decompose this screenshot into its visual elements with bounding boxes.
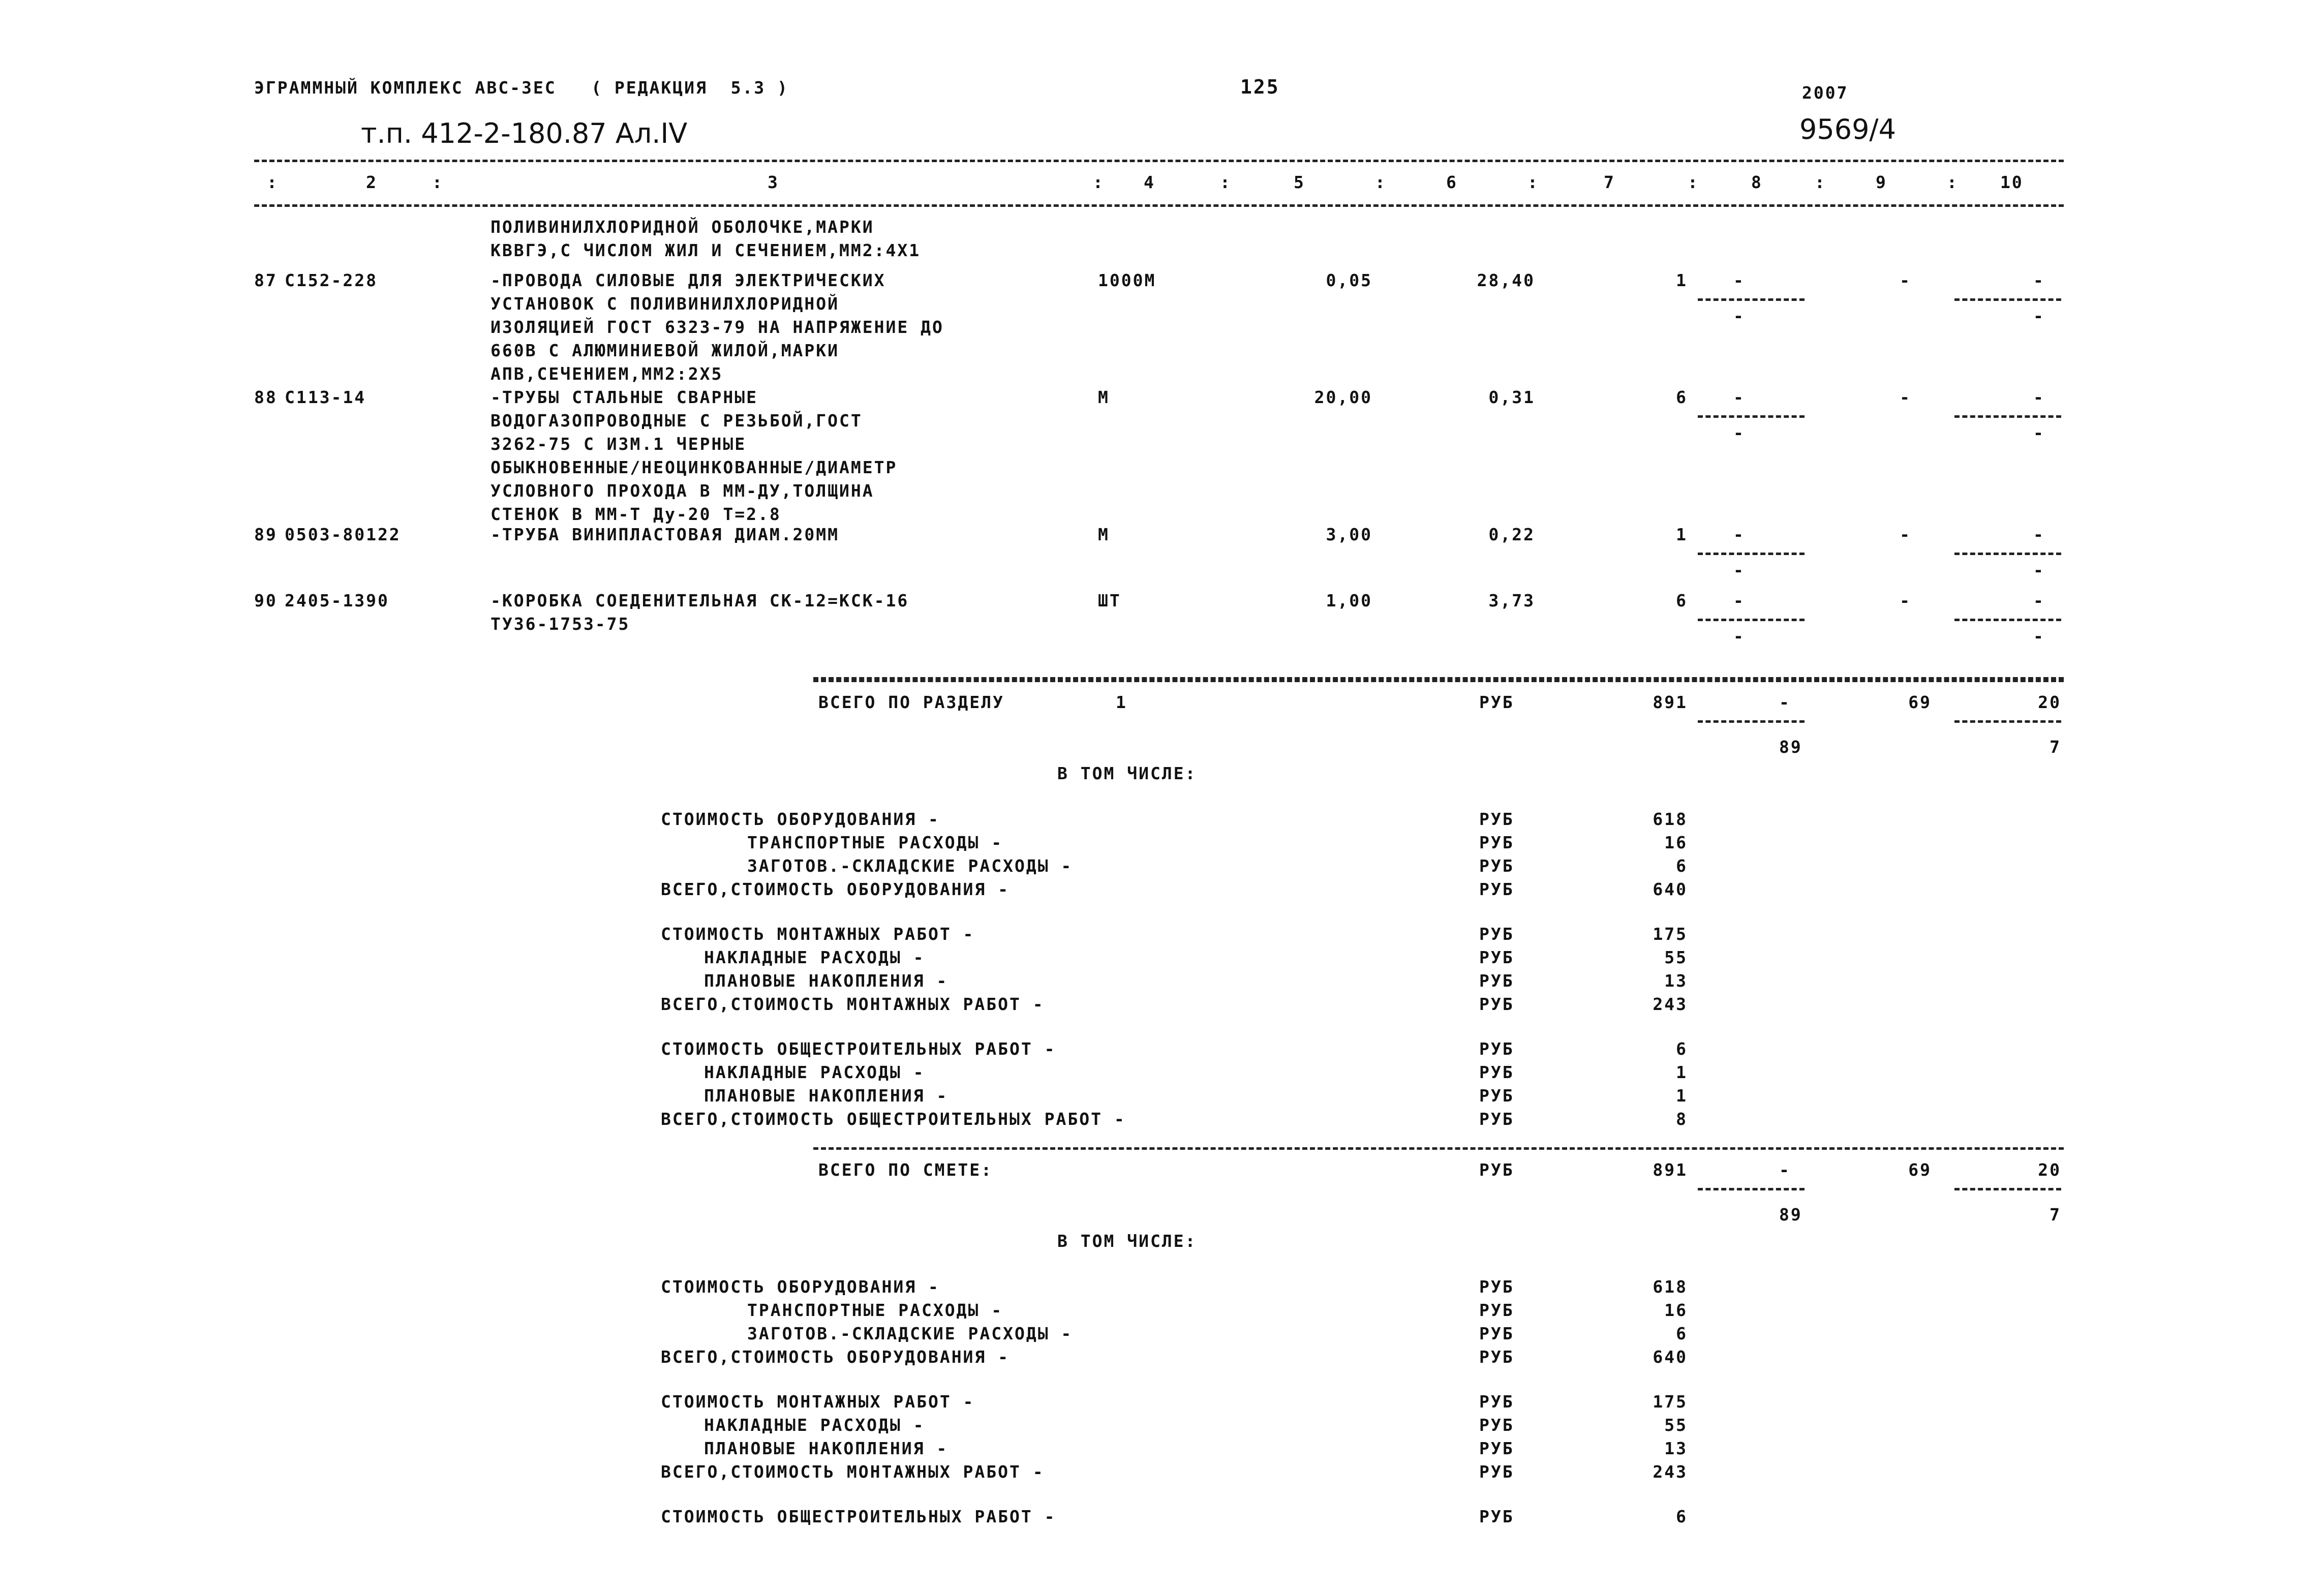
estimate-breakdown-unit: РУБ — [1479, 1439, 1514, 1458]
section-breakdown-value: 8 — [1676, 1109, 1688, 1129]
section-breakdown-unit: РУБ — [1479, 1039, 1514, 1059]
item-col10-bottom: - — [2033, 306, 2045, 326]
item-col10-divider — [1954, 619, 2061, 621]
item-col8-bottom: - — [1733, 306, 1745, 326]
column-header-6: : — [1220, 172, 1232, 192]
page-number: 125 — [1240, 76, 1280, 98]
item-description-line: УСТАНОВОК С ПОЛИВИНИЛХЛОРИДНОЙ — [491, 294, 840, 314]
item-unit: М — [1098, 525, 1110, 544]
section-breakdown-label: СТОИМОСТЬ ОБОРУДОВАНИЯ - — [661, 809, 940, 829]
item-description-line: УСЛОВНОГО ПРОХОДА В ММ-ДУ,ТОЛЩИНА — [491, 481, 874, 501]
column-header-13: 8 — [1751, 172, 1763, 192]
section-breakdown-label: ПЛАНОВЫЕ НАКОПЛЕНИЯ - — [704, 1086, 949, 1106]
section-total-rule — [813, 680, 2064, 682]
item-col10-top: - — [2033, 525, 2045, 544]
estimate-total-col7: 891 — [1653, 1160, 1688, 1180]
estimate-breakdown-label: ВСЕГО,СТОИМОСТЬ МОНТАЖНЫХ РАБОТ - — [661, 1462, 1045, 1482]
item-description-line: СТЕНОК В ММ-Т Ду-20 Т=2.8 — [491, 504, 781, 524]
section-breakdown-label: ТРАНСПОРТНЫЕ РАСХОДЫ - — [747, 833, 1003, 852]
item-quantity: 20,00 — [1314, 387, 1372, 407]
column-header-5: 4 — [1144, 172, 1155, 192]
estimate-total-col8-bottom: 89 — [1779, 1205, 1802, 1225]
column-header-12: : — [1688, 172, 1699, 192]
item-code: С152-228 — [285, 270, 378, 290]
section-total-col8-divider — [1698, 720, 1805, 723]
estimate-breakdown-unit: РУБ — [1479, 1462, 1514, 1482]
item-code: 0503-80122 — [285, 525, 401, 544]
column-header-7: 5 — [1294, 172, 1305, 192]
item-col8-bottom: - — [1733, 423, 1745, 443]
item-description-line: ИЗОЛЯЦИЕЙ ГОСТ 6323-79 НА НАПРЯЖЕНИЕ ДО — [491, 317, 944, 337]
estimate-total-col10-top: 20 — [2038, 1160, 2061, 1180]
item-code: 2405-1390 — [285, 591, 389, 610]
section-breakdown-unit: РУБ — [1479, 994, 1514, 1014]
item-col7: 6 — [1676, 591, 1688, 610]
section-breakdown-value: 55 — [1664, 947, 1688, 967]
estimate-breakdown-unit: РУБ — [1479, 1347, 1514, 1367]
item-description-line: -ПРОВОДА СИЛОВЫЕ ДЛЯ ЭЛЕКТРИЧЕСКИХ — [491, 270, 886, 290]
item-col8-divider — [1698, 298, 1805, 301]
column-header-9: 6 — [1446, 172, 1458, 192]
section-breakdown-label: ВСЕГО,СТОИМОСТЬ ОБЩЕСТРОИТЕЛЬНЫХ РАБОТ - — [661, 1109, 1126, 1129]
item-col9: - — [1900, 525, 1911, 544]
section-total-col8-bottom: 89 — [1779, 737, 1802, 757]
item-col9: - — [1900, 591, 1911, 610]
estimate-total-col9: 69 — [1908, 1160, 1932, 1180]
section-breakdown-value: 243 — [1653, 994, 1688, 1014]
section-breakdown-label: ВСЕГО,СТОИМОСТЬ МОНТАЖНЫХ РАБОТ - — [661, 994, 1045, 1014]
program-header: ЭГРАММНЫЙ КОМПЛЕКС АВС-ЗЕС ( РЕДАКЦИЯ 5.3 ) — [254, 78, 789, 98]
estimate-breakdown-label: СТОИМОСТЬ МОНТАЖНЫХ РАБОТ - — [661, 1392, 975, 1412]
section-breakdown-value: 16 — [1664, 833, 1688, 852]
column-header-3: 3 — [768, 172, 779, 192]
estimate-total-col10-bottom: 7 — [2050, 1205, 2061, 1225]
item-col10-bottom: - — [2033, 560, 2045, 580]
item-code: С113-14 — [285, 387, 366, 407]
item-description-line: ВОДОГАЗОПРОВОДНЫЕ С РЕЗЬБОЙ,ГОСТ — [491, 411, 863, 431]
estimate-total-rule — [813, 1147, 2064, 1150]
item-col10-top: - — [2033, 270, 2045, 290]
item-description-line: -КОРОБКА СОЕДЕНИТЕЛЬНАЯ СК-12=КСК-16 — [491, 591, 909, 610]
item-col8-divider — [1698, 619, 1805, 621]
item-unit-price: 0,22 — [1488, 525, 1535, 544]
item-quantity: 3,00 — [1326, 525, 1372, 544]
section-total-col10-bottom: 7 — [2050, 737, 2061, 757]
section-breakdown-value: 13 — [1664, 971, 1688, 991]
estimate-total-label: ВСЕГО ПО СМЕТЕ: — [818, 1160, 993, 1180]
estimate-incl-label: В ТОМ ЧИСЛЕ: — [1057, 1231, 1197, 1251]
item-col8-top: - — [1733, 270, 1745, 290]
item-unit-price: 3,73 — [1488, 591, 1535, 610]
section-breakdown-value: 6 — [1676, 1039, 1688, 1059]
column-header-1: 2 — [366, 172, 378, 192]
item-unit: ШТ — [1098, 591, 1121, 610]
section-total-col7: 891 — [1653, 692, 1688, 712]
item-col9: - — [1900, 270, 1911, 290]
estimate-breakdown-value: 6 — [1676, 1324, 1688, 1343]
section-breakdown-label: НАКЛАДНЫЕ РАСХОДЫ - — [704, 1062, 925, 1082]
item-col8-top: - — [1733, 591, 1745, 610]
estimate-breakdown-unit: РУБ — [1479, 1277, 1514, 1297]
section-total-col8-top: - — [1779, 692, 1791, 712]
estimate-breakdown-value: 640 — [1653, 1347, 1688, 1367]
item-unit-price: 28,40 — [1477, 270, 1535, 290]
item-description-line: ОБЫКНОВЕННЫЕ/НЕОЦИНКОВАННЫЕ/ДИАМЕТР — [491, 457, 898, 477]
estimate-breakdown-label: СТОИМОСТЬ ОБОРУДОВАНИЯ - — [661, 1277, 940, 1297]
section-breakdown-label: СТОИМОСТЬ МОНТАЖНЫХ РАБОТ - — [661, 924, 975, 944]
section-breakdown-value: 618 — [1653, 809, 1688, 829]
section-breakdown-value: 1 — [1676, 1062, 1688, 1082]
estimate-breakdown-value: 6 — [1676, 1507, 1688, 1526]
section-breakdown-label: ПЛАНОВЫЕ НАКОПЛЕНИЯ - — [704, 971, 949, 991]
section-breakdown-value: 1 — [1676, 1086, 1688, 1106]
section-breakdown-unit: РУБ — [1479, 947, 1514, 967]
section-breakdown-unit: РУБ — [1479, 924, 1514, 944]
item-col10-divider — [1954, 415, 2061, 418]
section-total-num: 1 — [1116, 692, 1127, 712]
estimate-total-col8-top: - — [1779, 1160, 1791, 1180]
item-description-line: -ТРУБА ВИНИПЛАСТОВАЯ ДИАМ.20ММ — [491, 525, 840, 544]
item-unit: М — [1098, 387, 1110, 407]
item-col10-divider — [1954, 298, 2061, 301]
document-code: т.п. 412-2-180.87 Ал.IV — [361, 117, 688, 149]
estimate-breakdown-value: 175 — [1653, 1392, 1688, 1412]
estimate-breakdown-label: ВСЕГО,СТОИМОСТЬ ОБОРУДОВАНИЯ - — [661, 1347, 1010, 1367]
item-description-line: 3262-75 С ИЗМ.1 ЧЕРНЫЕ — [491, 434, 747, 454]
column-header-2: : — [432, 172, 444, 192]
item-col8-top: - — [1733, 525, 1745, 544]
estimate-breakdown-unit: РУБ — [1479, 1392, 1514, 1412]
item-col7: 1 — [1676, 270, 1688, 290]
item-unit: 1000М — [1098, 270, 1156, 290]
estimate-breakdown-unit: РУБ — [1479, 1324, 1514, 1343]
item-col8-top: - — [1733, 387, 1745, 407]
column-header-15: 9 — [1876, 172, 1887, 192]
item-description-line: КВВГЭ,С ЧИСЛОМ ЖИЛ И СЕЧЕНИЕМ,ММ2:4Х1 — [491, 240, 921, 260]
item-col8-bottom: - — [1733, 626, 1745, 646]
section-breakdown-label: НАКЛАДНЫЕ РАСХОДЫ - — [704, 947, 925, 967]
section-breakdown-unit: РУБ — [1479, 1086, 1514, 1106]
estimate-total-col8-divider — [1698, 1188, 1805, 1190]
section-breakdown-label: СТОИМОСТЬ ОБЩЕСТРОИТЕЛЬНЫХ РАБОТ - — [661, 1039, 1056, 1059]
section-total-col10-top: 20 — [2038, 692, 2061, 712]
item-col10-bottom: - — [2033, 626, 2045, 646]
section-breakdown-label: ЗАГОТОВ.-СКЛАДСКИЕ РАСХОДЫ - — [747, 856, 1073, 876]
column-header-0: : — [267, 172, 279, 192]
estimate-breakdown-value: 13 — [1664, 1439, 1688, 1458]
item-col8-divider — [1698, 415, 1805, 418]
estimate-breakdown-unit: РУБ — [1479, 1300, 1514, 1320]
estimate-breakdown-value: 55 — [1664, 1415, 1688, 1435]
section-breakdown-unit: РУБ — [1479, 1062, 1514, 1082]
section-total-unit: РУБ — [1479, 692, 1514, 712]
column-header-11: 7 — [1604, 172, 1615, 192]
section-total-label: ВСЕГО ПО РАЗДЕЛУ — [818, 692, 1004, 712]
section-total-col10-divider — [1954, 720, 2061, 723]
item-number: 89 — [254, 525, 278, 544]
section-breakdown-unit: РУБ — [1479, 971, 1514, 991]
header-rule-top — [254, 160, 2064, 162]
section-total-col9: 69 — [1908, 692, 1932, 712]
column-header-4: : — [1093, 172, 1105, 192]
item-number: 88 — [254, 387, 278, 407]
item-col10-bottom: - — [2033, 423, 2045, 443]
section-breakdown-value: 175 — [1653, 924, 1688, 944]
estimate-breakdown-unit: РУБ — [1479, 1415, 1514, 1435]
item-col7: 1 — [1676, 525, 1688, 544]
item-quantity: 1,00 — [1326, 591, 1372, 610]
item-col10-top: - — [2033, 387, 2045, 407]
section-breakdown-label: ВСЕГО,СТОИМОСТЬ ОБОРУДОВАНИЯ - — [661, 879, 1010, 899]
section-breakdown-unit: РУБ — [1479, 856, 1514, 876]
item-number: 87 — [254, 270, 278, 290]
estimate-total-col10-divider — [1954, 1188, 2061, 1190]
estimate-breakdown-value: 16 — [1664, 1300, 1688, 1320]
item-description-line: ПОЛИВИНИЛХЛОРИДНОЙ ОБОЛОЧКЕ,МАРКИ — [491, 217, 874, 237]
year: 2007 — [1802, 83, 1849, 103]
column-header-14: : — [1815, 172, 1826, 192]
item-number: 90 — [254, 591, 278, 610]
section-incl-label: В ТОМ ЧИСЛЕ: — [1057, 763, 1197, 783]
header-rule-bottom — [254, 204, 2064, 207]
item-col10-top: - — [2033, 591, 2045, 610]
item-description-line: -ТРУБЫ СТАЛЬНЫЕ СВАРНЫЕ — [491, 387, 758, 407]
section-breakdown-unit: РУБ — [1479, 879, 1514, 899]
column-header-16: : — [1947, 172, 1959, 192]
section-breakdown-value: 6 — [1676, 856, 1688, 876]
column-header-17: 10 — [2000, 172, 2024, 192]
section-breakdown-value: 640 — [1653, 879, 1688, 899]
sheet-number: 9569/4 — [1799, 113, 1896, 145]
estimate-breakdown-unit: РУБ — [1479, 1507, 1514, 1526]
item-col8-divider — [1698, 553, 1805, 555]
section-breakdown-unit: РУБ — [1479, 1109, 1514, 1129]
estimate-breakdown-label: ТРАНСПОРТНЫЕ РАСХОДЫ - — [747, 1300, 1003, 1320]
estimate-breakdown-value: 618 — [1653, 1277, 1688, 1297]
estimate-breakdown-label: НАКЛАДНЫЕ РАСХОДЫ - — [704, 1415, 925, 1435]
estimate-breakdown-value: 243 — [1653, 1462, 1688, 1482]
item-description-line: ТУ36-1753-75 — [491, 614, 630, 634]
estimate-breakdown-label: ПЛАНОВЫЕ НАКОПЛЕНИЯ - — [704, 1439, 949, 1458]
column-header-10: : — [1527, 172, 1539, 192]
item-description-line: АПВ,СЕЧЕНИЕМ,ММ2:2Х5 — [491, 364, 723, 384]
estimate-total-unit: РУБ — [1479, 1160, 1514, 1180]
item-col10-divider — [1954, 553, 2061, 555]
column-header-8: : — [1375, 172, 1387, 192]
section-breakdown-unit: РУБ — [1479, 809, 1514, 829]
item-col9: - — [1900, 387, 1911, 407]
item-quantity: 0,05 — [1326, 270, 1372, 290]
item-col7: 6 — [1676, 387, 1688, 407]
estimate-breakdown-label: СТОИМОСТЬ ОБЩЕСТРОИТЕЛЬНЫХ РАБОТ - — [661, 1507, 1056, 1526]
item-description-line: 660В С АЛЮМИНИЕВОЙ ЖИЛОЙ,МАРКИ — [491, 341, 840, 360]
item-col8-bottom: - — [1733, 560, 1745, 580]
section-breakdown-unit: РУБ — [1479, 833, 1514, 852]
item-unit-price: 0,31 — [1488, 387, 1535, 407]
estimate-breakdown-label: ЗАГОТОВ.-СКЛАДСКИЕ РАСХОДЫ - — [747, 1324, 1073, 1343]
